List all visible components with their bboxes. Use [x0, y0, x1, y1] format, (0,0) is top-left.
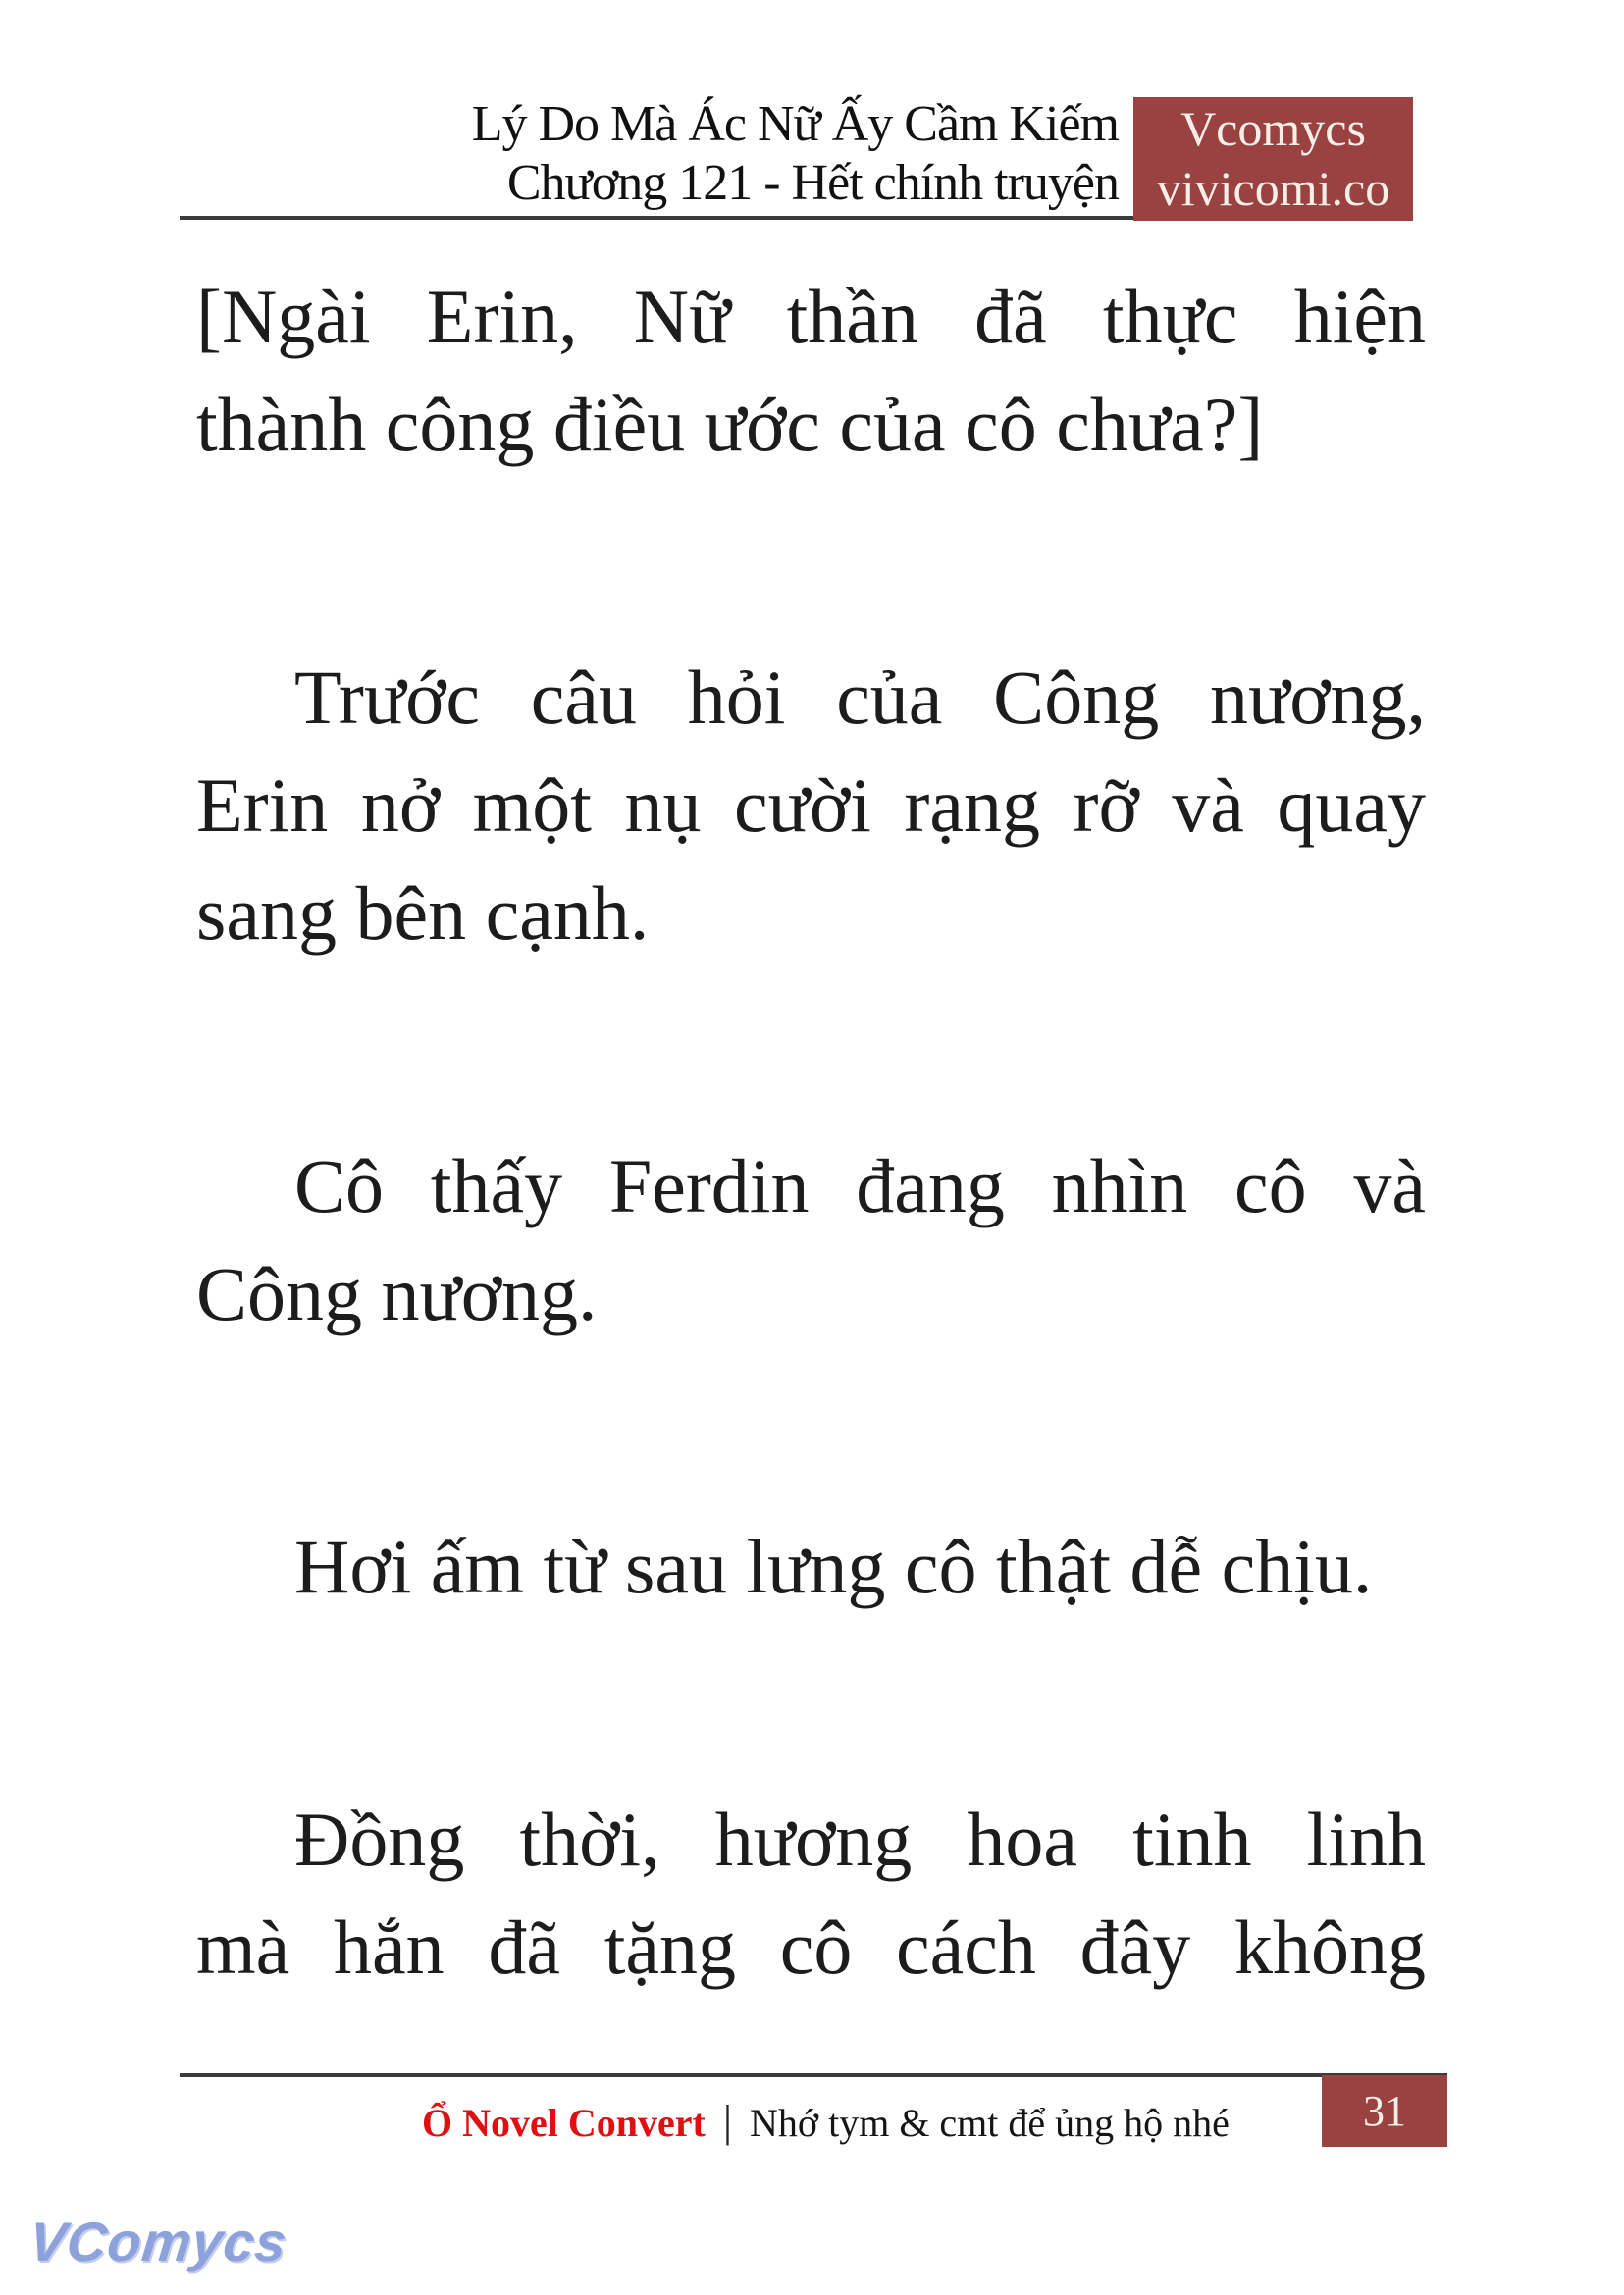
paragraph [196, 1132, 1426, 1348]
footer-brand: Ổ Novel Convert [422, 2101, 706, 2145]
footer-divider [180, 2073, 1447, 2077]
footer-note: Nhớ tym & cmt để ủng hộ nhé [750, 2101, 1230, 2145]
text-line: thành công điều ước của cô chưa?] [196, 382, 1264, 467]
paragraph [196, 1513, 1426, 1621]
footer-credit [422, 2092, 1230, 2153]
text-line: Hơi ấm từ sau lưng cô thật dễ chịu. [294, 1524, 1373, 1609]
story-text [196, 263, 1426, 2002]
chapter-header [472, 95, 1119, 213]
text-line: mà hắn đã tặng cô cách đây không [196, 1904, 1426, 1990]
text-line: Trước câu hỏi của Công nương, [294, 654, 1426, 740]
text-line: Công nương. [196, 1251, 598, 1336]
paragraph [196, 263, 1426, 479]
page-number: 31 [1363, 2087, 1406, 2135]
text-line: Erin nở một nụ cười rạng rỡ và quay [196, 762, 1426, 848]
text-line: [Ngài Erin, Nữ thần đã thực hiện [196, 274, 1426, 359]
page-number-badge [1322, 2075, 1447, 2147]
translator-badge-site: vivicomi.co [1156, 161, 1390, 216]
translator-badge [1133, 97, 1413, 221]
vcomycs-logo: VComycs [26, 2211, 290, 2272]
translator-badge-name: Vcomycs [1180, 101, 1366, 156]
paragraph [196, 644, 1426, 967]
text-line: Đồng thời, hương hoa tinh linh [294, 1797, 1426, 1882]
paragraph [196, 1786, 1426, 2002]
text-line: sang bên cạnh. [196, 870, 650, 956]
footer-separator: | [722, 2096, 733, 2146]
text-line: Cô thấy Ferdin đang nhìn cô và [294, 1143, 1426, 1228]
series-title: Lý Do Mà Ác Nữ Ấy Cầm Kiếm [471, 96, 1119, 152]
chapter-title: Chương 121 - Hết chính truyện [506, 155, 1119, 211]
